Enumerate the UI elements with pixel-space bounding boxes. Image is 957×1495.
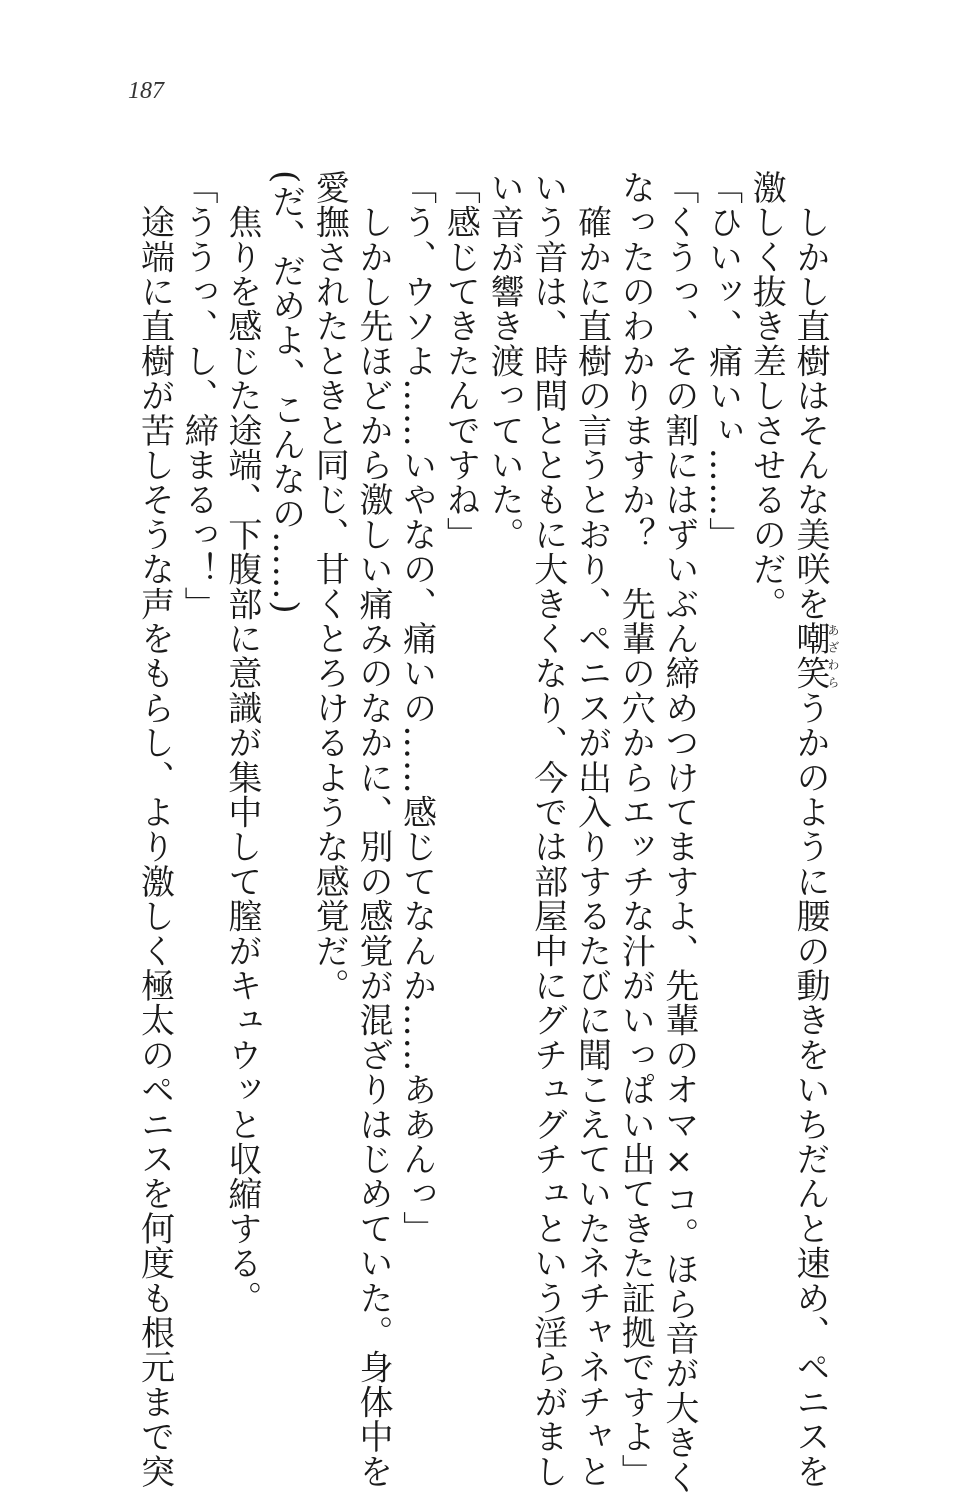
text-line-12: 愛撫されたときと同じ、甘くとろけるような感覚だ。 [309, 170, 350, 1003]
text-line-13: (だ、だめよ、こんなの……) [265, 170, 306, 615]
text-line-1-head: しかし直樹はそんな美咲を [790, 170, 830, 622]
ruby-word [790, 621, 840, 691]
ruby-base: 嘲笑 [790, 621, 830, 691]
text-line-7: いう音は、時間とともに大きくなり、今では部屋中にグチュグチュという淫らがまし [527, 170, 568, 1489]
text-line-9: 「感じてきたんですね」 [440, 170, 481, 552]
text-line-11: しかし先ほどから激しい痛みのなかに、別の感覚が混ざりはじめていた。身体中を [352, 170, 393, 1489]
page-number: 187 [128, 78, 164, 104]
text-line-10: 「う、ウソよ……いやなの、痛いの……感じてなんか……ああんっ」 [396, 170, 437, 1246]
text-line-6: 確かに直樹の言うとおり、ペニスが出入りするたびに聞こえていたネチャネチャと [571, 170, 612, 1489]
novel-text-body [132, 170, 840, 1495]
text-line-1-tail: うかのように腰の動きをいちだんと速め、ペニスを [790, 690, 830, 1489]
text-line-8: い音が響き渡っていた。 [484, 170, 525, 552]
text-line-3: 「ひいッ、痛いぃ……」 [702, 170, 743, 552]
ruby-reading: あざわら [826, 621, 840, 691]
text-line-15: 「ううっ、し、締まるっ！」 [178, 170, 219, 622]
text-line-5: なったのわかりますか？ 先輩の穴からエッチな汁がいっぱい出てきた証拠ですよ」 [615, 170, 656, 1489]
text-line-1 [787, 170, 840, 1489]
text-line-4: 「くうっ、その割にはずいぶん締めつけてますよ、先輩のオマ×コ。ほら音が大きく [658, 170, 699, 1495]
text-line-16: 途端に直樹が苦しそうな声をもらし、より激しく極太のペニスを何度も根元まで突 [134, 170, 175, 1489]
text-line-14: 焦りを感じた途端、下腹部に意識が集中して膣がキュウッと収縮する。 [221, 170, 262, 1316]
text-line-2: 激しく抜き差しさせるのだ。 [746, 170, 787, 622]
